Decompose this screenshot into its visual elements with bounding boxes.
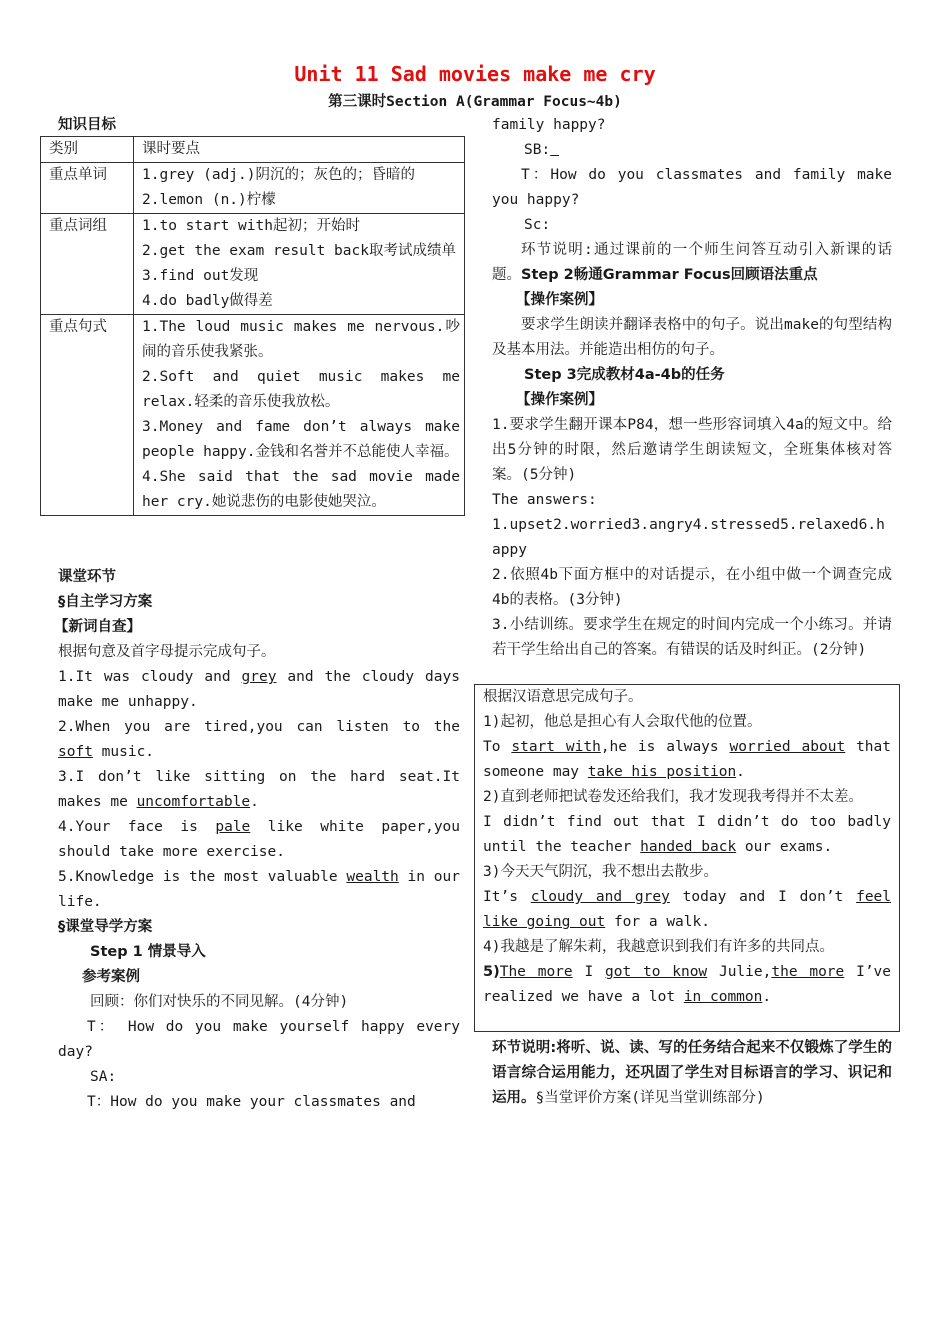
- table-cell-category: 重点句式: [41, 315, 134, 516]
- knowledge-table: [40, 136, 465, 516]
- answer: take his position: [587, 764, 737, 780]
- answer: feel like going out: [483, 889, 892, 930]
- answers-text: 1.upset2.worried3.angry4.stressed5.relaxed6.happy: [492, 517, 885, 558]
- chinese-prompt: 4)我越是了解朱莉，我越意识到我们有许多的共同点。: [483, 939, 834, 955]
- table-header-category: 类别: [41, 137, 134, 163]
- table-item: 4.do badly做得差: [142, 293, 273, 309]
- instruction-text: 根据句意及首字母提示完成句子。: [58, 644, 276, 660]
- answer: wealth: [346, 869, 399, 885]
- task-item: 2.依照4b下面方框中的对话提示，在小组中做一个调查完成4b的表格。(3分钟): [492, 567, 892, 608]
- case-text: 要求学生朗读并翻译表格中的句子。说出make的句型结构及基本用法。并能造出相仿的句子。: [492, 317, 892, 358]
- answer: soft: [58, 744, 93, 760]
- dialogue-line: T：How do you make your classmates and: [87, 1094, 416, 1110]
- table-row: [41, 315, 465, 516]
- table-item: 3.Money and fame don’t always make people happy.金钱和名誉并不总能使人幸福。: [142, 419, 460, 460]
- table-item: 3.find out发现: [142, 268, 259, 284]
- table-cell-category: 重点单词: [41, 163, 134, 214]
- exercise-item: 5)The more I got to know Julie,the more I’ve realized we have a lot in common.: [483, 964, 892, 1005]
- review-text: 回顾：你们对快乐的不同见解。(4分钟): [90, 994, 349, 1010]
- table-item: 2.get the exam result back取考试成绩单: [142, 243, 456, 259]
- exercise-item: I didn’t find out that I didn’t do too badly until the teacher handed back our exams.: [483, 814, 891, 855]
- closing-note: [492, 1036, 892, 1111]
- table-row: [41, 214, 465, 315]
- answer: in common: [683, 989, 763, 1005]
- step-heading: Step 1 情景导入: [90, 944, 206, 960]
- table-cell-category: 重点词组: [41, 214, 134, 315]
- section-heading: §课堂导学方案: [58, 919, 153, 935]
- table-header-points: 课时要点: [134, 137, 465, 163]
- exercise-item: 3.I don’t like sitting on the hard seat.It makes me uncomfortable.: [58, 769, 460, 810]
- answer: uncomfortable: [136, 794, 251, 810]
- dialogue-line: SB:: [524, 142, 551, 158]
- left-lower-column: [54, 565, 461, 1115]
- step-heading: Step 3完成教材4a-4b的任务: [524, 367, 725, 383]
- case-heading: 【操作案例】: [516, 292, 603, 308]
- section-heading: 课堂环节: [58, 569, 116, 585]
- dialogue-line: family happy?: [492, 117, 606, 133]
- exercise-item: It’s cloudy and grey today and I don’t feel like going out for a walk.: [483, 889, 892, 930]
- answer: grey: [241, 669, 277, 685]
- note-text: 环节说明:通过课前的一个师生问答互动引入新课的话题。Step 2畅通Grammar Focus回顾语法重点: [492, 242, 892, 283]
- chinese-prompt: 3)今天天气阴沉，我不想出去散步。: [483, 864, 718, 880]
- exercise-item: 5.Knowledge is the most valuable wealth in our life.: [58, 869, 460, 910]
- table-header-row: [41, 137, 465, 163]
- section-heading: §自主学习方案: [58, 594, 153, 610]
- table-cell-points: [134, 163, 465, 214]
- answer: got to know: [604, 964, 708, 980]
- answer: The more: [499, 964, 573, 980]
- table-item: 1.to start with起初；开始时: [142, 218, 360, 234]
- reference-heading: 参考案例: [82, 969, 140, 985]
- table-item: 4.She said that the sad movie made her cry.她说悲伤的电影使她哭泣。: [142, 469, 460, 510]
- box-instruction: 根据汉语意思完成句子。: [483, 689, 643, 705]
- exercise-item: 4.Your face is pale like white paper,you should take more exercise.: [58, 819, 461, 860]
- table-item: 1.grey (adj.)阴沉的；灰色的；昏暗的: [142, 167, 415, 183]
- new-words-heading: 【新词自查】: [54, 619, 141, 635]
- task-item: 1.要求学生翻开课本P84，想一些形容词填入4a的短文中。给出5分钟的时限，然后邀请学生朗读短文，全班集体核对答案。(5分钟): [492, 417, 892, 483]
- translation-exercise-box: [474, 684, 900, 1032]
- knowledge-heading: 知识目标: [58, 117, 116, 133]
- note-text: 环节说明:将听、说、读、写的任务结合起来不仅锻炼了学生的语言综合运用能力，还巩固了学生对目标语言的学习、识记和运用。§当堂评价方案(详见当堂训练部分): [492, 1040, 892, 1106]
- task-item: 3.小结训练。要求学生在规定的时间内完成一个小练习。并请若干学生给出自己的答案。有错误的话及时纠正。(2分钟): [492, 617, 892, 658]
- chinese-prompt: 2)直到老师把试卷发还给我们，我才发现我考得并不太差。: [483, 789, 863, 805]
- document-subtitle: 第三课时Section A(Grammar Focus~4b): [328, 94, 622, 110]
- answer: handed back: [640, 839, 737, 855]
- table-item: 1.The loud music makes me nervous.吵闹的音乐使我紧张。: [142, 319, 460, 360]
- exercise-item: 1.It was cloudy and grey and the cloudy days make me unhappy.: [58, 669, 460, 710]
- dialogue-line: T：How do you classmates and family make you happy?: [492, 167, 892, 208]
- table-item: 2.Soft and quiet music makes me relax.轻柔的音乐使我放松。: [142, 369, 460, 410]
- table-row: [41, 163, 465, 214]
- case-heading: 【操作案例】: [516, 392, 603, 408]
- table-cell-points: [134, 214, 465, 315]
- table-cell-points: [134, 315, 465, 516]
- exercise-item: 2.When you are tired,you can listen to the soft music.: [58, 719, 460, 760]
- answers-label: The answers:: [492, 492, 597, 508]
- dialogue-line: SA:: [90, 1069, 117, 1085]
- answer: worried about: [729, 739, 846, 755]
- answer: start with: [511, 739, 601, 755]
- dialogue-line: T： How do you make yourself happy every day?: [58, 1019, 460, 1060]
- document-title: Unit 11 Sad movies make me cry: [294, 62, 656, 86]
- exercise-item: To start with,he is always worried about that someone may take his position.: [483, 739, 891, 780]
- chinese-prompt: 1)起初，他总是担心有人会取代他的位置。: [483, 714, 762, 730]
- answer: the more: [771, 964, 845, 980]
- right-column: [492, 113, 892, 663]
- answer: pale: [215, 819, 251, 835]
- dialogue-line: Sc:: [524, 217, 551, 233]
- table-item: 2.lemon (n.)柠檬: [142, 192, 276, 208]
- answer: cloudy and grey: [530, 889, 670, 905]
